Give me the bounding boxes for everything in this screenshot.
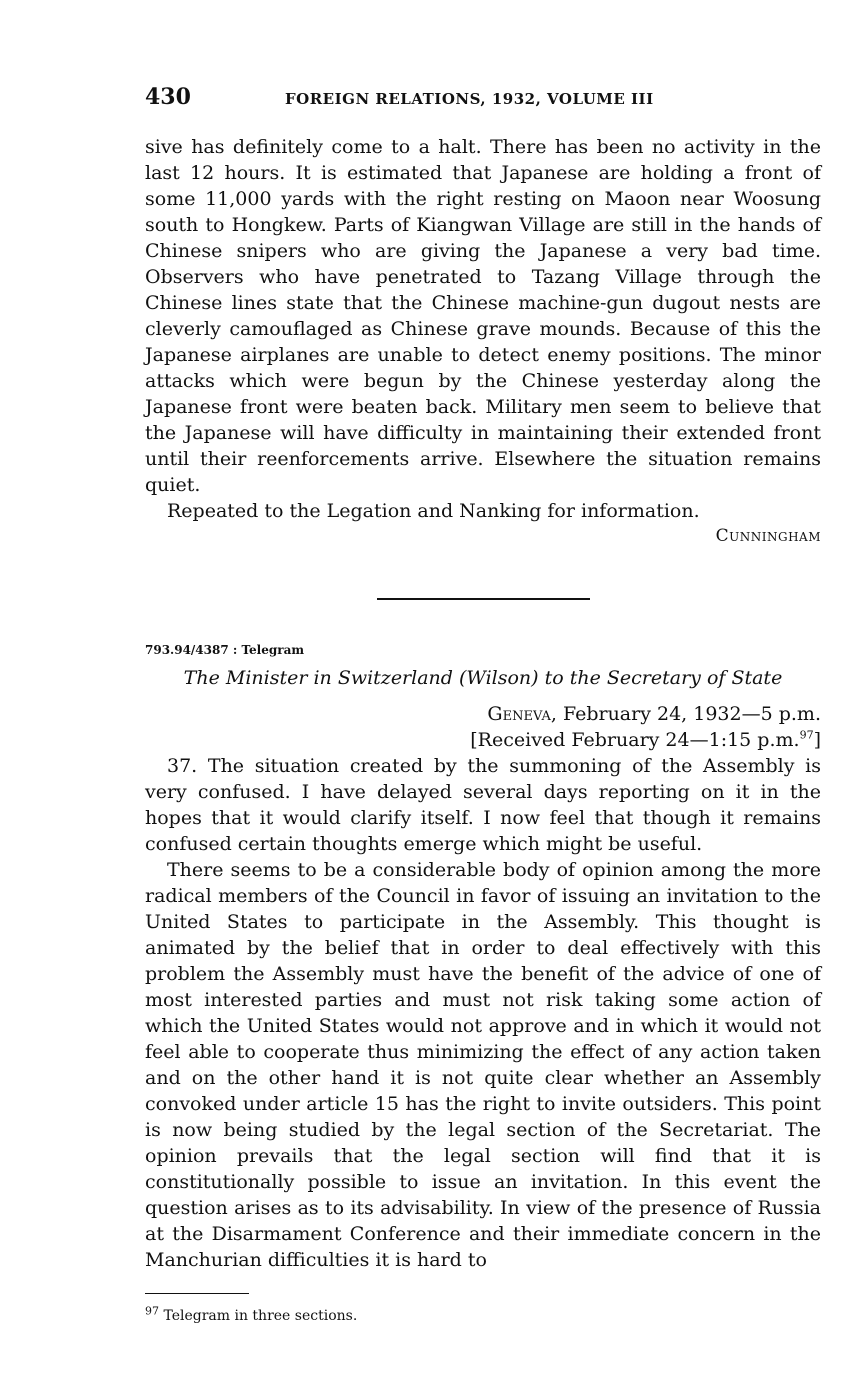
- date-line: [145, 701, 821, 727]
- running-head: [145, 84, 821, 116]
- received-close: ]: [813, 729, 821, 751]
- repeat-note-paragraph: Repeated to the Legation and Nanking for information.: [167, 500, 700, 522]
- place-name: Geneva: [487, 703, 551, 725]
- footnote-text: Telegram in three sections.: [163, 1308, 358, 1324]
- running-title: FOREIGN RELATIONS, 1932, VOLUME III: [285, 90, 654, 108]
- received-line: [145, 727, 821, 753]
- date-text: , February 24, 1932—5 p.m.: [550, 703, 821, 725]
- file-number: 793.94/4387 : Telegram: [145, 643, 305, 657]
- footnote-marker: 97: [145, 1304, 159, 1318]
- document-page: [145, 84, 821, 1324]
- footnote-reference: 97: [799, 728, 814, 742]
- page-number: 430: [145, 84, 191, 110]
- dateline: [145, 701, 821, 753]
- telegram-paragraph-1: 37. The situation created by the summoning of the Assembly is very confused. I have delayed several days reporting on it in the hopes that it would clarify itself. I now feel that though it remains confused certain thoughts emerge which might be useful.: [145, 755, 821, 855]
- footnote: [145, 1304, 821, 1324]
- received-text: [Received February 24—1:15 p.m.: [470, 729, 800, 751]
- section-divider: [377, 598, 590, 600]
- signature: Cunningham: [715, 526, 821, 546]
- document-title: The Minister in Switzerland (Wilson) to the Secretary of State: [183, 667, 783, 689]
- telegram-paragraph-2: There seems to be a considerable body of opinion among the more radical members of the Council in favor of issuing an invitation to the United States to participate in the Assembly. This thought is animated by the belief that in order to deal effectively with this problem the Assembly must have the benefit of the advice of one of most interested parties and must not risk taking some action of which the United States would not approve and in which it would not feel able to cooperate thus minimizing the effect of any action taken and on the other hand it is not quite clear whether an Assembly convoked under article 15 has the right to invite outsiders. This point is now being studied by the legal section of the Secretariat. The opinion prevails that the legal section will find that it is constitutionally possible to issue an invitation. In this event the question arises as to its advisability. In view of the presence of Russia at the Disarmament Conference and their immediate concern in the Manchurian difficulties it is hard to: [145, 859, 821, 1271]
- footnote-divider: [145, 1293, 249, 1294]
- continued-paragraph: sive has definitely come to a halt. There has been no activity in the last 12 hours. It is estimated that Japanese are holding a front of some 11,000 yards with the right resting on Maoon near Woosung south to Hongkew. Parts of Kiangwan Village are still in the hands of Chinese snipers who are giving the Japanese a very bad time. Observers who have penetrated to Tazang Village through the Chinese lines state that the Chinese machine-gun dugout nests are cleverly camouflaged as Chinese grave mounds. Because of this the Japanese airplanes are unable to detect enemy positions. The minor attacks which were begun by the Chinese yesterday along the Japanese front were beaten back. Military men seem to believe that the Japanese will have difficulty in maintaining their extended front until their reenforcements arrive. Elsewhere the situation remains quiet.: [145, 136, 821, 496]
